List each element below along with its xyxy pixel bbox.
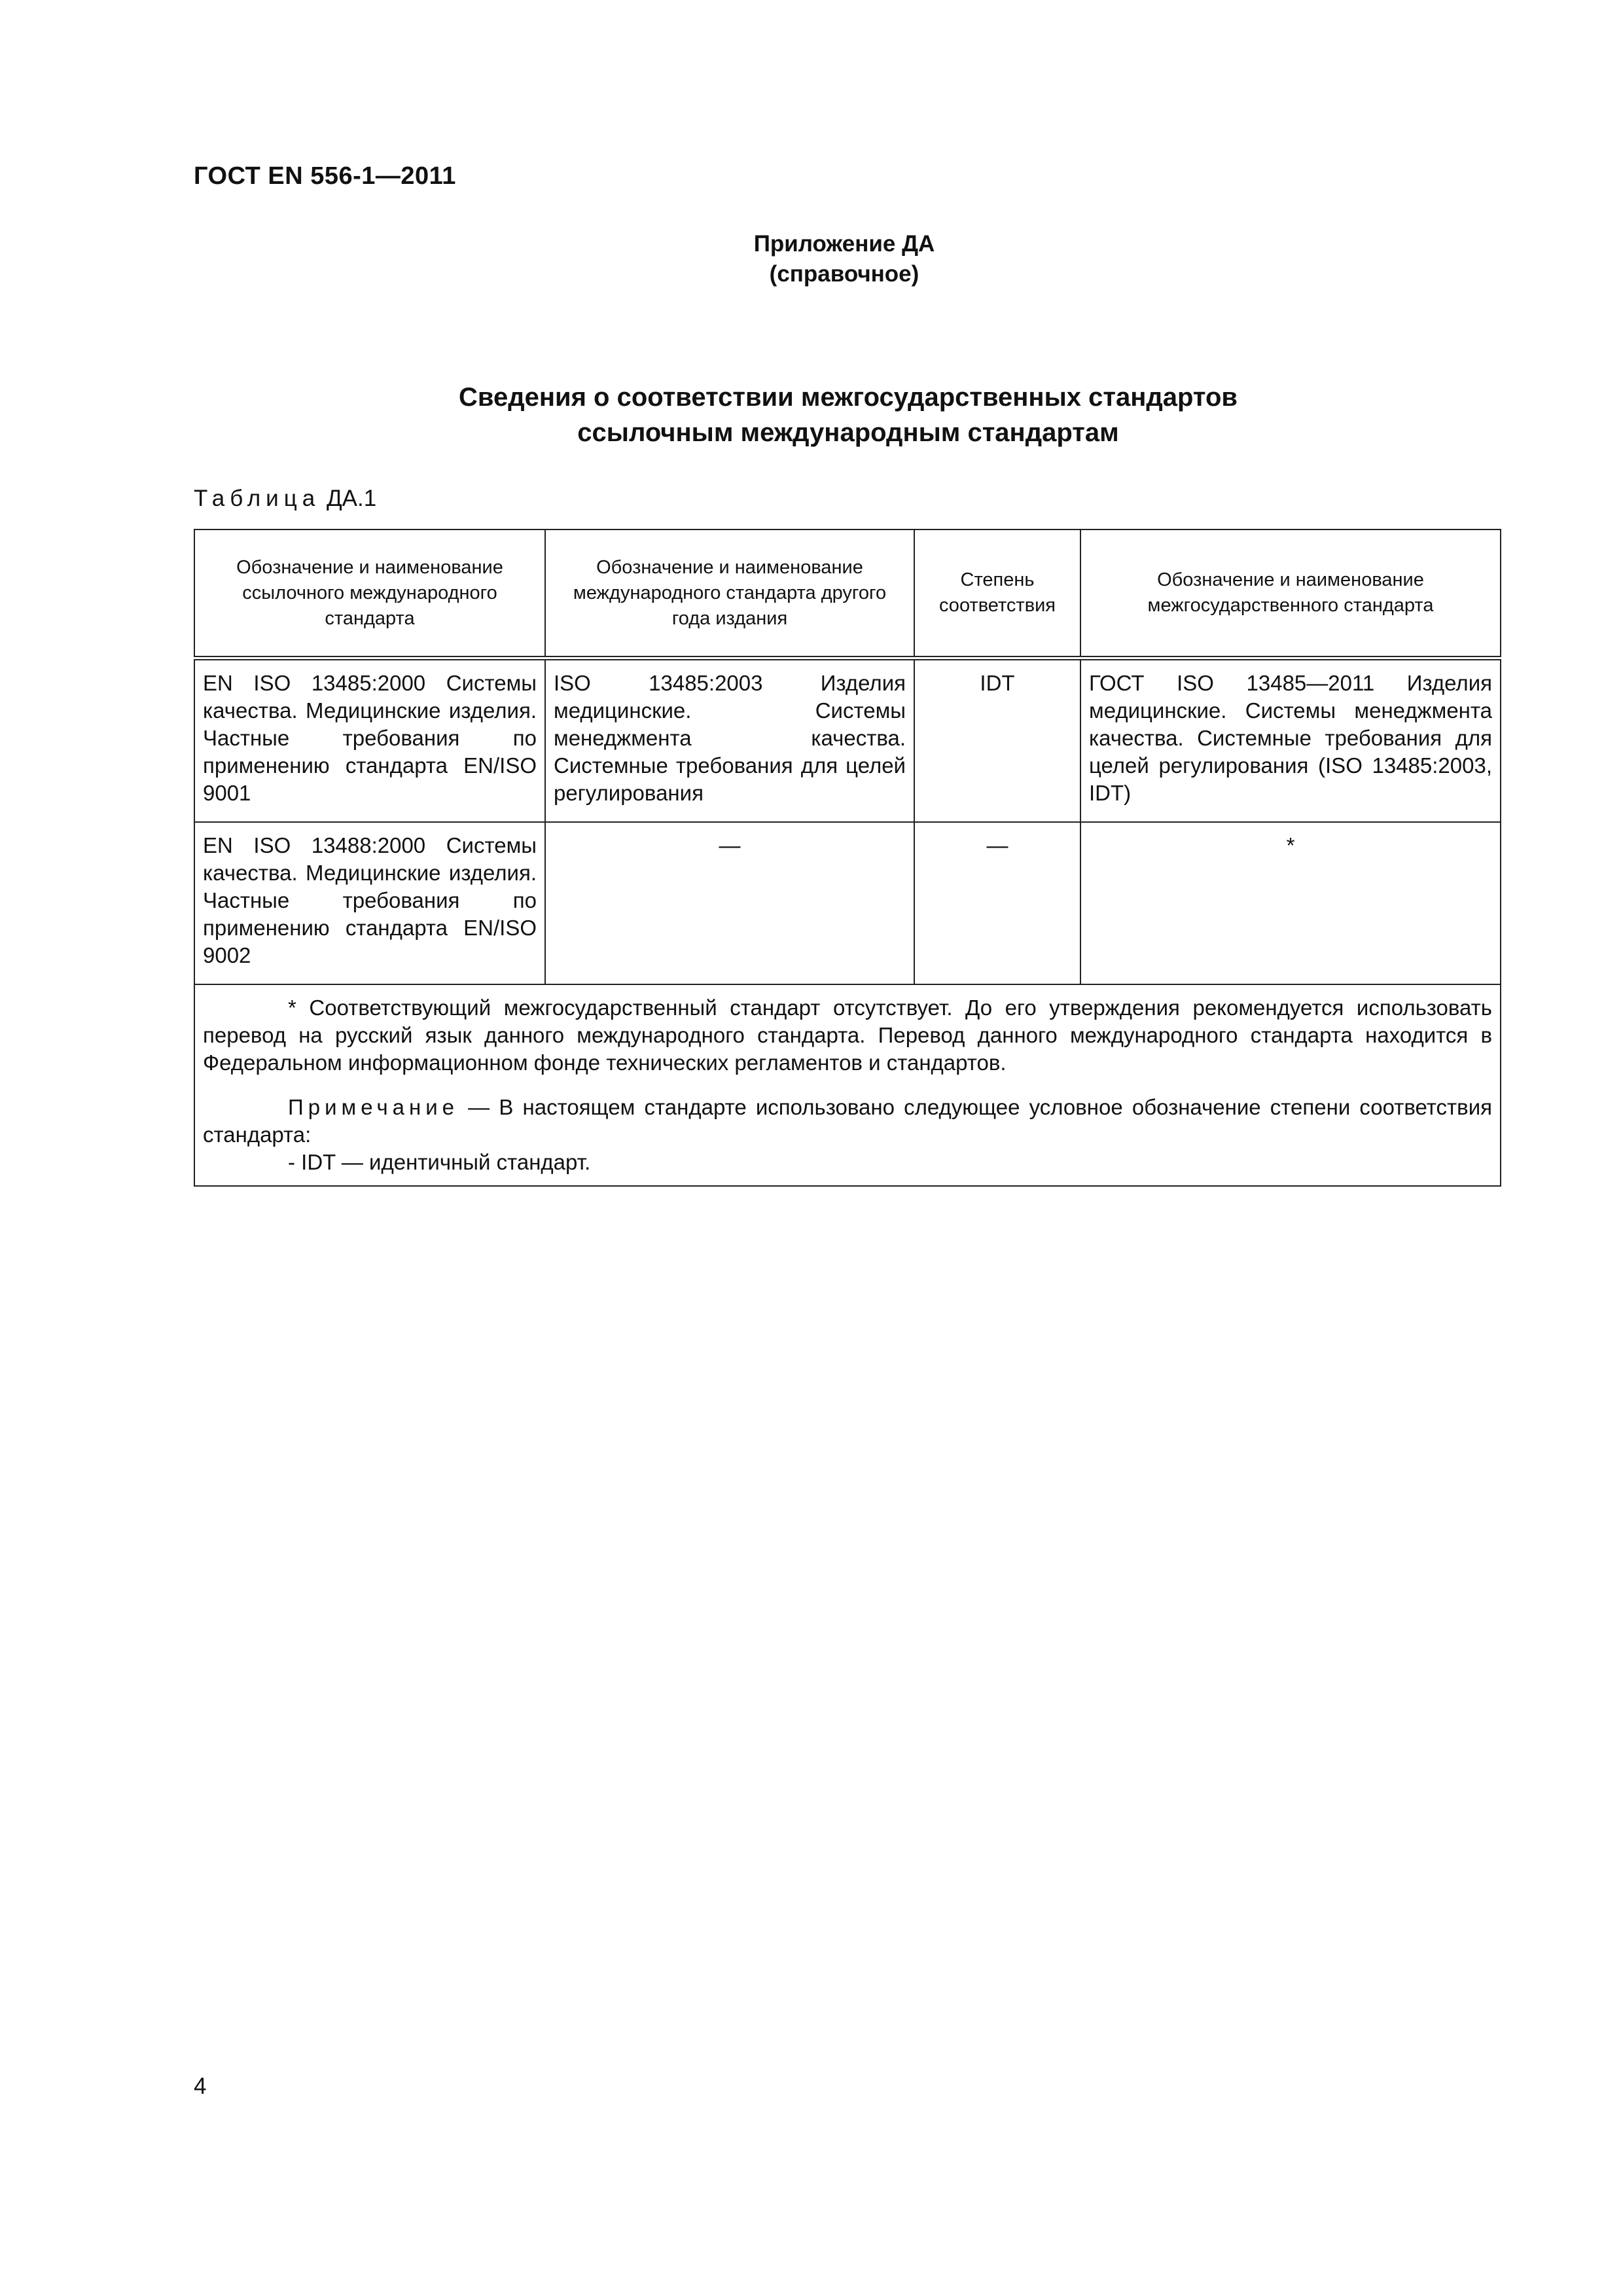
header-cell: Степень соответствия [914, 529, 1080, 658]
appendix-title: Приложение ДА [753, 231, 935, 257]
table-cell: EN ISO 13488:2000 Системы качества. Медицинские изделия. Частные требования по применению стандарта EN/ISO 9002 [194, 822, 545, 984]
section-heading-line2: ссылочным международным стандартам [577, 418, 1119, 447]
page-number: 4 [194, 2073, 207, 2099]
table-row [194, 822, 1501, 984]
table-caption-number: ДА.1 [326, 486, 377, 511]
footnote-text: * Соответствующий межгосударственный стандарт отсутствует. До его утверждения рекомендуется использовать перевод на русский язык данного международного стандарта. Перевод данного международного стандарта находится в Федеральном информационном фонде технических регламентов и стандартов. [203, 996, 1492, 1075]
table-notes-row [194, 984, 1501, 1186]
section-heading [194, 380, 1503, 450]
table-row [194, 658, 1501, 823]
document-code: ГОСТ EN 556-1—2011 [194, 162, 456, 190]
table-notes-cell [194, 984, 1501, 1186]
section-heading-line1: Сведения о соответствии межгосударственных стандартов [459, 383, 1238, 412]
table-caption [194, 486, 376, 512]
note-item: - IDT — идентичный стандарт. [288, 1150, 591, 1174]
table-cell: ГОСТ ISO 13485—2011 Изделия медицинские. Системы менеджмента качества. Системные требования для целей регулирования (ISO 13485:2003, IDT) [1080, 658, 1501, 823]
table-caption-word: Таблица [194, 486, 321, 511]
header-cell: Обозначение и наименование ссылочного международного стандарта [194, 529, 545, 658]
header-cell: Обозначение и наименование межгосударственного стандарта [1080, 529, 1501, 658]
table-cell: — [545, 822, 914, 984]
appendix-type: (справочное) [769, 261, 919, 287]
table-cell: IDT [914, 658, 1080, 823]
note-label: Примечание [288, 1095, 459, 1119]
correspondence-table [194, 529, 1501, 1187]
header-cell: Обозначение и наименование международного стандарта другого года издания [545, 529, 914, 658]
table-header-row [194, 529, 1501, 658]
note-paragraph [203, 1094, 1492, 1149]
table-cell: * [1080, 822, 1501, 984]
table-cell: — [914, 822, 1080, 984]
note-text: — В настоящем стандарте использовано следующее условное обозначение степени соответствия стандарта: [203, 1095, 1492, 1147]
appendix-block [0, 229, 1623, 289]
table-cell: ISO 13485:2003 Изделия медицинские. Системы менеджмента качества. Системные требования для целей регулирования [545, 658, 914, 823]
table-cell: EN ISO 13485:2000 Системы качества. Медицинские изделия. Частные требования по применению стандарта EN/ISO 9001 [194, 658, 545, 823]
